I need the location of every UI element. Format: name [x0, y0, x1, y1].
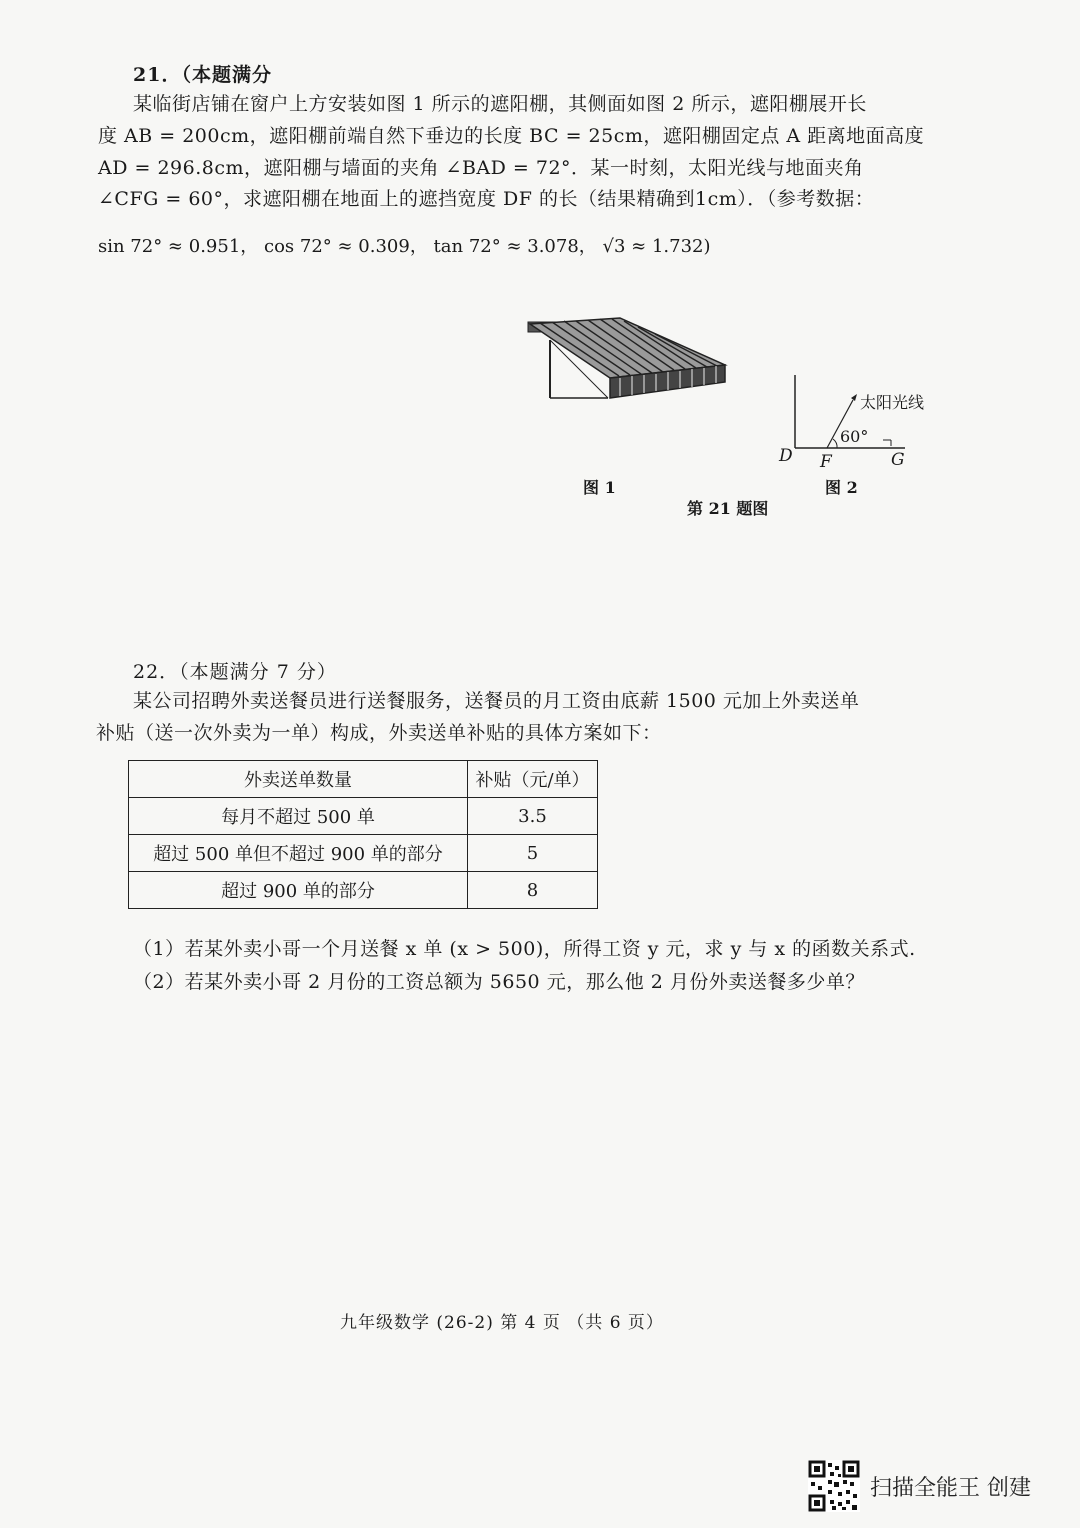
fig2-point-f: F: [820, 452, 832, 472]
q21-reference-data: sin 72° ≈ 0.951， cos 72° ≈ 0.309， tan 72° ≈ 3.078， √3 ≈ 1.732): [98, 236, 711, 257]
table-row: [129, 835, 598, 872]
figure-1-awning: [520, 310, 735, 405]
table-cell: 3.5: [468, 798, 598, 835]
watermark-text: 扫描全能王 创建: [870, 1476, 1031, 1501]
table-cell: 每月不超过 500 单: [129, 798, 468, 835]
figure-1-caption: 图 1: [583, 478, 616, 497]
figure-2-caption: 图 2: [825, 478, 858, 497]
table-cell: 超过 500 单但不超过 900 单的部分: [129, 835, 468, 872]
fig2-sun-label: 太阳光线: [860, 393, 925, 412]
q22-part-1: （1）若某外卖小哥一个月送餐 x 单 (x > 500)，所得工资 y 元，求 y 与 x 的函数关系式.: [133, 938, 916, 960]
table-header-quantity: 外卖送单数量: [129, 761, 468, 798]
page-footer: 九年级数学 (26-2) 第 4 页 （共 6 页）: [340, 1313, 664, 1333]
fig2-point-d: D: [779, 446, 793, 466]
fig2-angle-label: 60°: [840, 427, 869, 446]
table-header-subsidy: 补贴（元/单）: [468, 761, 598, 798]
table-row: [129, 798, 598, 835]
q21-line-3: AD = 296.8cm，遮阳棚与墙面的夹角 ∠BAD = 72°．某一时刻，太阳光线与地面夹角: [98, 157, 864, 179]
table-cell: 超过 900 单的部分: [129, 872, 468, 909]
figure-title: 第 21 题图: [687, 499, 769, 518]
q21-heading: 21．（本题满分: [133, 64, 272, 86]
q21-line-2: 度 AB = 200cm，遮阳棚前端自然下垂边的长度 BC = 25cm，遮阳棚固定点 A 距离地面高度: [98, 125, 925, 147]
fig2-point-g: G: [891, 450, 905, 470]
subsidy-table: [128, 760, 598, 909]
q22-heading: 22．（本题满分 7 分）: [133, 661, 337, 683]
figure-2-diagram: [775, 370, 935, 470]
table-cell: 5: [468, 835, 598, 872]
table-header-row: [129, 761, 598, 798]
q22-line-1: 某公司招聘外卖送餐员进行送餐服务，送餐员的月工资由底薪 1500 元加上外卖送单: [133, 690, 860, 712]
q21-line-4: ∠CFG = 60°，求遮阳棚在地面上的遮挡宽度 DF 的长（结果精确到1cm）．（参考数据：: [98, 188, 875, 210]
q22-line-2: 补贴（送一次外卖为一单）构成，外卖送单补贴的具体方案如下：: [96, 722, 662, 744]
table-cell: 8: [468, 872, 598, 909]
q22-part-2: （2）若某外卖小哥 2 月份的工资总额为 5650 元，那么他 2 月份外卖送餐多少单？: [133, 971, 865, 993]
qr-code-icon: [808, 1460, 860, 1512]
q21-line-1: 某临街店铺在窗户上方安装如图 1 所示的遮阳棚，其侧面如图 2 所示，遮阳棚展开长: [133, 93, 867, 115]
table-row: [129, 872, 598, 909]
